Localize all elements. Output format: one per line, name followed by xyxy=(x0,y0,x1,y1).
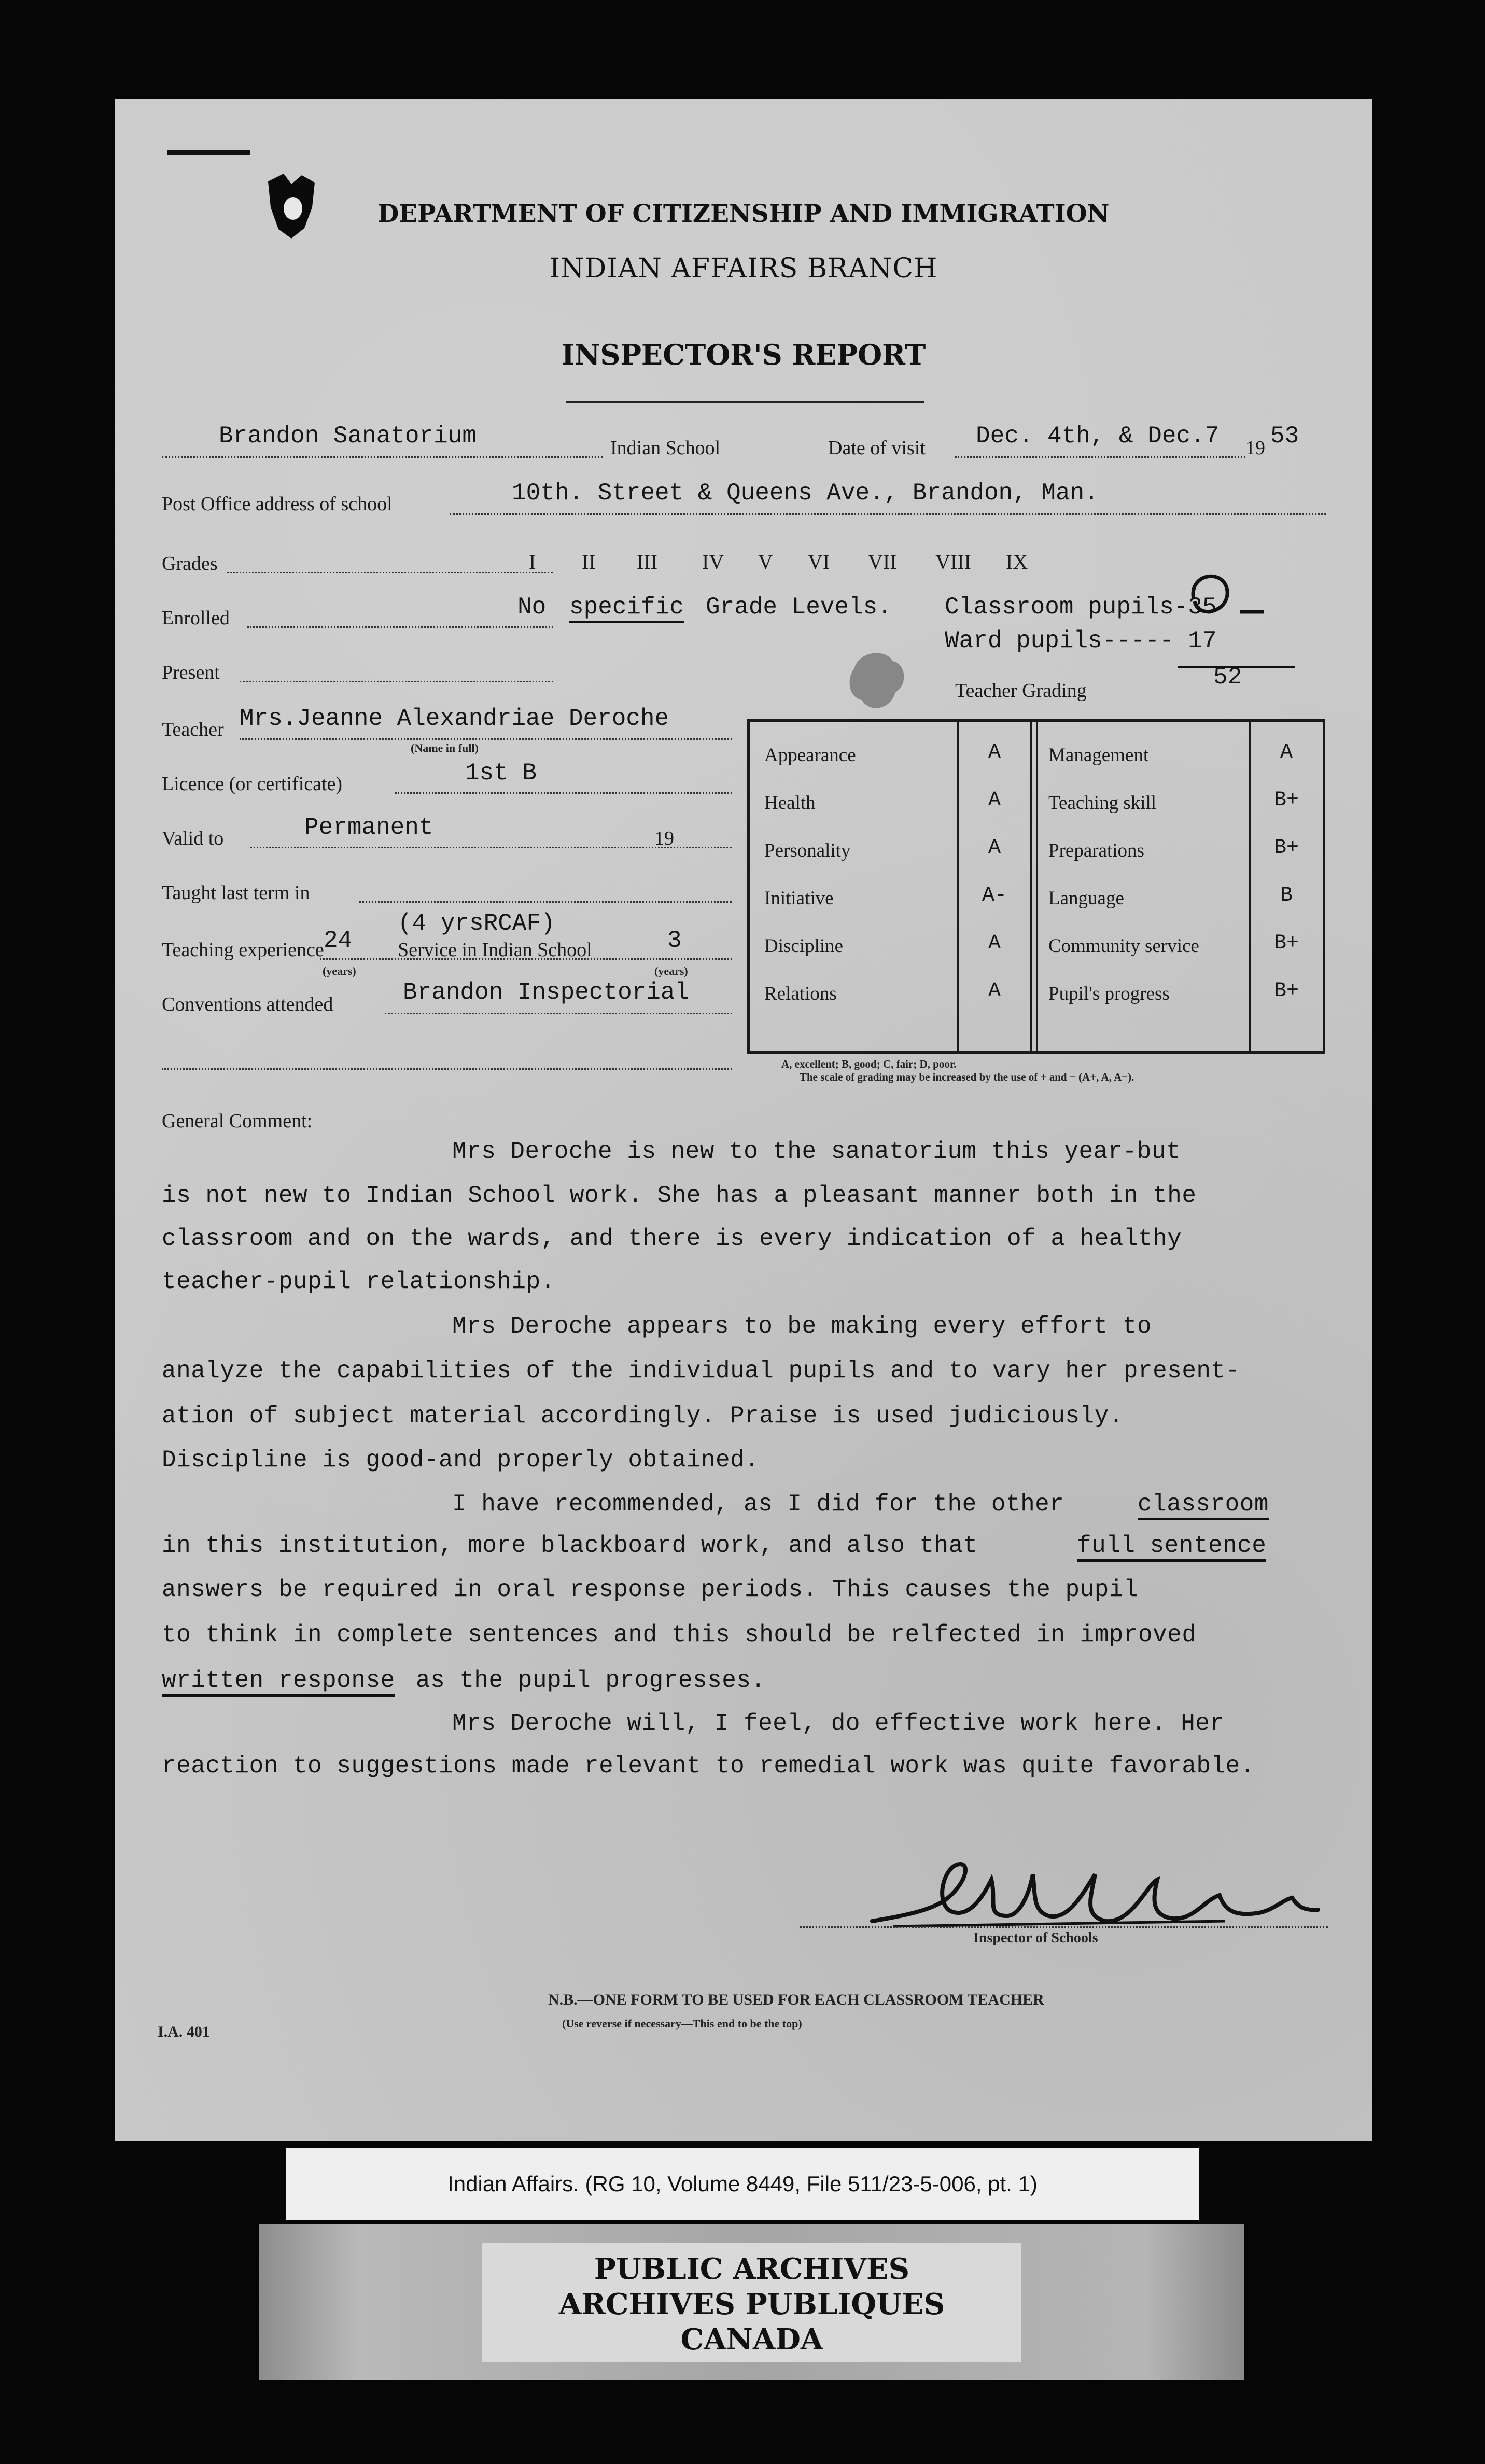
branch-heading: INDIAN AFFAIRS BRANCH xyxy=(549,253,938,284)
grading-row-5 xyxy=(750,917,1323,964)
underlined-written-response: written response xyxy=(162,1667,395,1697)
grading-row-2 xyxy=(750,774,1323,821)
grading-label-left: Discipline xyxy=(764,935,844,957)
service-label: Service in Indian School xyxy=(398,939,592,961)
signature-line xyxy=(800,1926,1328,1928)
nb-note: N.B.—ONE FORM TO BE USED FOR EACH CLASSROOM TEACHER xyxy=(548,1991,1044,2008)
comment-line-12 xyxy=(162,1621,1196,1648)
grading-label-right: Language xyxy=(1048,888,1124,909)
comment-line-14 xyxy=(452,1710,1225,1737)
comment-text: is not new to Indian School work. She has a pleasant manner both in the xyxy=(162,1182,1197,1209)
name-in-full: (Name in full) xyxy=(411,741,479,754)
form-number: I.A. 401 xyxy=(158,2023,210,2040)
grading-label-right: Pupil's progress xyxy=(1048,983,1170,1004)
grading-value-left: A xyxy=(988,836,1001,860)
classroom-pupils: Classroom pupils-35 xyxy=(945,594,1217,621)
grades-label: Grades xyxy=(162,553,218,575)
years-label: (years) xyxy=(323,964,356,977)
archive-stamp-line-2: ARCHIVES PUBLIQUES xyxy=(558,2287,945,2321)
title-rule xyxy=(566,401,924,403)
experience-line xyxy=(320,958,732,960)
grading-label-right: Preparations xyxy=(1048,840,1144,861)
ink-blot xyxy=(844,648,916,716)
comment-text: Mrs Deroche is new to the sanatorium this year-but xyxy=(452,1138,1181,1165)
grading-value-right: B+ xyxy=(1273,932,1299,955)
grading-label-left: Health xyxy=(764,792,816,814)
grading-value-right: B xyxy=(1280,884,1293,907)
grading-row-1 xyxy=(750,726,1323,774)
comment-text: classroom and on the wards, and there is every indication of a healthy xyxy=(162,1225,1182,1252)
archive-stamp-line-1: PUBLIC ARCHIVES xyxy=(594,2252,910,2286)
comment-text: in this institution, more blackboard work, and also that xyxy=(162,1532,978,1559)
archive-citation-strip xyxy=(286,2148,1199,2220)
teacher-value: Mrs.Jeanne Alexandriae Deroche xyxy=(240,705,669,732)
post-office-value: 10th. Street & Queens Ave., Brandon, Man. xyxy=(512,480,1099,507)
grading-label-left: Relations xyxy=(764,983,837,1004)
comment-line-2 xyxy=(162,1182,1196,1209)
comment-text: answers be required in oral response periods. This causes the pupil xyxy=(162,1576,1139,1603)
comment-text: analyze the capabilities of the individual pupils and to vary her present- xyxy=(162,1357,1240,1384)
comment-text: reaction to suggestions made relevant to remedial work was quite favorable. xyxy=(162,1753,1255,1780)
circle-mark xyxy=(1168,563,1271,630)
blank-line xyxy=(162,1068,732,1070)
comment-line-5 xyxy=(452,1313,1152,1340)
grading-value-left: A- xyxy=(982,884,1007,907)
date-year-prefix: 19 xyxy=(1245,437,1265,459)
grading-label-left: Personality xyxy=(764,840,851,861)
grade-1: I xyxy=(529,550,536,573)
comment-line-13 xyxy=(416,1667,766,1694)
experience-note: (4 yrsRCAF) xyxy=(398,910,555,937)
grading-value-right: A xyxy=(1280,741,1293,764)
conventions-label: Conventions attended xyxy=(162,993,333,1015)
years-label-2: (years) xyxy=(654,964,688,977)
nb-subnote: (Use reverse if necessary—This end to be the top) xyxy=(562,2017,802,2030)
grade-8: VIII xyxy=(935,550,971,573)
enrolled-value-1: No xyxy=(517,594,547,621)
school-name-value: Brandon Sanatorium xyxy=(219,423,477,450)
comment-line-11 xyxy=(162,1576,1138,1603)
grading-legend-2: The scale of grading may be increased by the use of + and − (A+, A, A−). xyxy=(800,1071,1134,1083)
comment-text: Mrs Deroche will, I feel, do effective work here. Her xyxy=(452,1710,1225,1737)
grading-value-right: B+ xyxy=(1273,789,1299,812)
grading-value-left: A xyxy=(988,979,1001,1003)
grades-line xyxy=(227,572,553,573)
grading-table xyxy=(747,719,1325,1054)
total-pupils: 52 xyxy=(1213,664,1242,691)
underlined-classroom: classroom xyxy=(1138,1491,1269,1520)
archive-stamp-label xyxy=(482,2243,1021,2362)
taught-line xyxy=(359,901,732,903)
grading-label-left: Appearance xyxy=(764,745,856,766)
grading-label-right: Management xyxy=(1048,745,1149,766)
report-document xyxy=(115,99,1372,2141)
experience-label: Teaching experience xyxy=(162,939,324,961)
ward-pupils: Ward pupils----- 17 xyxy=(945,627,1217,654)
comment-text: as the pupil progresses. xyxy=(416,1667,766,1694)
licence-value: 1st B xyxy=(465,760,537,787)
school-label: Indian School xyxy=(610,437,721,459)
comment-line-9 xyxy=(452,1491,1064,1518)
grade-4: IV xyxy=(702,550,724,573)
experience-value: 24 xyxy=(324,927,353,954)
grading-value-left: A xyxy=(988,741,1001,764)
comment-text: ation of subject material accordingly. Praise is used judiciously. xyxy=(162,1403,1124,1430)
archive-stamp-line-3: CANADA xyxy=(680,2322,823,2357)
licence-line xyxy=(395,792,732,794)
comment-line-3 xyxy=(162,1225,1182,1252)
underlined-full-sentence: full sentence xyxy=(1077,1532,1266,1562)
grade-9: IX xyxy=(1006,550,1028,573)
present-line xyxy=(240,681,553,682)
enrolled-value-2: specific xyxy=(569,594,684,623)
comment-line-8 xyxy=(162,1447,759,1474)
teacher-line xyxy=(240,738,732,740)
archive-stamp xyxy=(259,2224,1244,2380)
grading-row-4 xyxy=(750,869,1323,917)
taught-label: Taught last term in xyxy=(162,882,310,904)
grading-value-left: A xyxy=(988,932,1001,955)
date-year: 53 xyxy=(1270,423,1299,450)
grading-row-6 xyxy=(750,964,1323,1012)
grading-legend-1: A, excellent; B, good; C, fair; D, poor. xyxy=(781,1058,957,1070)
grading-value-right: B+ xyxy=(1273,836,1299,860)
pen-mark xyxy=(167,150,250,155)
post-office-label: Post Office address of school xyxy=(162,493,393,515)
comment-text: to think in complete sentences and this should be relfected in improved xyxy=(162,1621,1197,1648)
grading-row-3 xyxy=(750,821,1323,869)
enrolled-line xyxy=(247,626,553,628)
date-value: Dec. 4th, & Dec.7 xyxy=(976,423,1220,450)
grade-5: V xyxy=(758,550,773,573)
grade-3: III xyxy=(637,550,657,573)
valid-label: Valid to xyxy=(162,828,224,849)
comment-line-1 xyxy=(452,1138,1181,1165)
grading-value-right: B+ xyxy=(1273,979,1299,1003)
teacher-grading-label: Teacher Grading xyxy=(955,680,1087,702)
comment-line-6 xyxy=(162,1357,1240,1384)
service-value: 3 xyxy=(667,927,682,954)
valid-value: Permanent xyxy=(304,814,433,841)
grading-label-left: Initiative xyxy=(764,888,834,909)
comment-text: Discipline is good-and properly obtained. xyxy=(162,1447,760,1474)
conventions-line xyxy=(385,1013,732,1014)
general-comment-label: General Comment: xyxy=(162,1110,313,1132)
school-name-line xyxy=(162,456,603,458)
comment-line-4 xyxy=(162,1268,555,1295)
valid-year-prefix: 19 xyxy=(654,828,674,849)
comment-line-10 xyxy=(162,1532,978,1559)
signature-label: Inspector of Schools xyxy=(973,1930,1098,1946)
licence-label: Licence (or certificate) xyxy=(162,773,343,795)
date-line xyxy=(955,456,1245,458)
grading-label-right: Community service xyxy=(1048,935,1199,957)
enrolled-label: Enrolled xyxy=(162,607,230,629)
comment-text: I have recommended, as I did for the other xyxy=(452,1491,1064,1518)
post-office-line xyxy=(450,513,1326,515)
comment-text: Mrs Deroche appears to be making every effort to xyxy=(452,1313,1152,1340)
report-title: INSPECTOR'S REPORT xyxy=(561,338,926,371)
comment-line-15 xyxy=(162,1753,1255,1780)
grading-label-right: Teaching skill xyxy=(1048,792,1157,814)
comment-line-7 xyxy=(162,1403,1124,1430)
grade-6: VI xyxy=(808,550,830,573)
present-label: Present xyxy=(162,662,220,683)
grade-7: VII xyxy=(868,550,897,573)
date-label: Date of visit xyxy=(828,437,926,459)
grade-2: II xyxy=(582,550,596,573)
enrolled-value-3: Grade Levels. xyxy=(706,594,892,621)
archive-citation: Indian Affairs. (RG 10, Volume 8449, File 511/23-5-006, pt. 1) xyxy=(447,2172,1038,2196)
teacher-label: Teacher xyxy=(162,719,224,740)
grading-value-left: A xyxy=(988,789,1001,812)
comment-text: teacher-pupil relationship. xyxy=(162,1268,555,1295)
department-heading: DEPARTMENT OF CITIZENSHIP AND IMMIGRATION xyxy=(377,200,1110,228)
conventions-value: Brandon Inspectorial xyxy=(403,979,690,1006)
